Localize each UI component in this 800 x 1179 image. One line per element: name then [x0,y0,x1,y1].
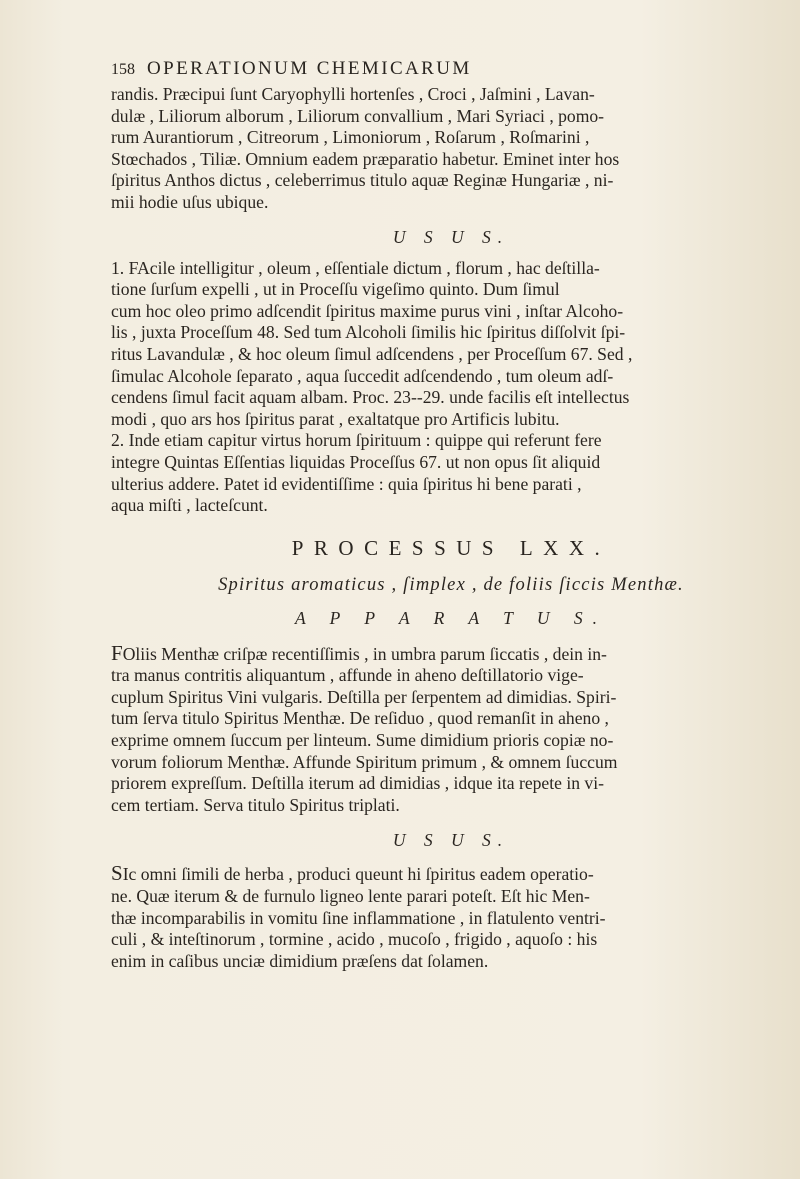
text-line: tra manus contritis aliquantum , affunde in aheno deſtillatorio vige- [111,665,584,686]
text-line: Stœchados , Tiliæ. Omnium eadem præparatio habetur. Eminet inter hos [111,148,620,169]
processus-heading: PROCESSUS LXX. [291,535,611,560]
text-line: priorem expreſſum. Deſtilla iterum ad dimidias , idque ita repete in vi- [111,773,604,794]
text-line: rum Aurantiorum , Citreorum , Limoniorum , Roſarum , Roſmarini , [111,127,590,148]
apparatus-paragraph [111,640,791,817]
text-line: cendens ſimul facit aquam albam. Proc. 23--29. unde facilis eſt intellectus [111,387,630,408]
text-line: thæ incomparabilis in vomitu ſine inflammatione , in flatulento ventri- [111,907,606,928]
text-line: 2. Inde etiam capitur virtus horum ſpirituum : quippe qui referunt fere [111,430,602,451]
running-head [111,58,791,84]
text-line: enim in caſibus unciæ dimidium præſens dat ſolamen. [111,950,489,971]
usus-heading: U S U S. [392,830,510,851]
text-line: culi , & inteſtinorum , tormine , acido , mucoſo , frigido , aquoſo : his [111,929,598,950]
text-line: aqua miſti , lacteſcunt. [111,495,268,516]
text-line: ulterius addere. Patet id evidentiſſime : quia ſpiritus hi bene parati , [111,473,582,494]
usus-paragraph [111,258,791,517]
text-line: ne. Quæ iterum & de furnulo ligneo lente parari poteſt. Eſt hic Men- [111,886,590,907]
text-line: dulæ , Liliorum alborum , Liliorum convallium , Mari Syriaci , pomo- [111,105,605,126]
text-line: ritus Lavandulæ , & hoc oleum ſimul adſcendens , per Proceſſum 67. Sed , [111,343,633,364]
text-block [111,58,791,972]
text-line: lis , juxta Proceſſum 48. Sed tum Alcoholi ſimilis hic ſpiritus diſſolvit ſpi- [111,322,626,343]
text-line: tum ſerva titulo Spiritus Menthæ. De reſiduo , quod remanſit in aheno , [111,708,609,729]
text-line: cuplum Spiritus Vini vulgaris. Deſtilla per ſerpentem ad dimidias. Spiri- [111,686,617,707]
text-line: cum hoc oleo primo adſcendit ſpiritus maxime purus vini , inſtar Alcoho- [111,300,624,321]
text-line: randis. Præcipui ſunt Caryophylli hortenſes , Croci , Jaſmini , Lavan- [111,84,595,104]
paragraph-continuation [111,84,791,214]
text-line: modi , quo ars hos ſpiritus parat , exaltatque pro Artificis lubitu. [111,408,560,429]
text-line: ſimulac Alcohole ſeparato , aqua ſuccedit adſcendendo , tum oleum adſ- [111,365,614,386]
text-line: integre Quintas Eſſentias liquidas Proceſſus 67. ut non opus ſit aliquid [111,451,601,472]
usus-paragraph [111,863,791,972]
text-line: FOliis Menthæ criſpæ recentiſſimis , in umbra parum ſiccatis , dein in- [111,640,607,665]
running-title: OPERATIONUM CHEMICARUM [147,58,472,79]
text-line: exprime omnem ſuccum per linteum. Sume dimidium prioris copiæ no- [111,730,614,751]
page-number: 158 [111,61,135,78]
text-line: tione ſurſum expelli , ut in Proceſſu vigeſimo quinto. Dum ſimul [111,279,560,300]
usus-heading: U S U S. [392,226,510,247]
text-line: vorum foliorum Menthæ. Affunde Spiritum primum , & omnem ſuccum [111,751,618,772]
processus-subtitle: Spiritus aromaticus , ſimplex , de foliis ſiccis Menthæ. [218,574,684,595]
text-line: mii hodie uſus ubique. [111,191,269,212]
text-line: SIc omni ſimili de herba , produci queunt hi ſpiritus eadem operatio- [111,861,594,886]
apparatus-heading: A P P A R A T U S. [294,607,608,628]
text-line: ſpiritus Anthos dictus , celeberrimus titulo aquæ Reginæ Hungariæ , ni- [111,170,614,191]
text-line: 1. FAcile intelligitur , oleum , eſſentiale dictum , florum , hac deſtilla- [111,257,600,278]
text-line: cem tertiam. Serva titulo Spiritus triplati. [111,794,400,815]
